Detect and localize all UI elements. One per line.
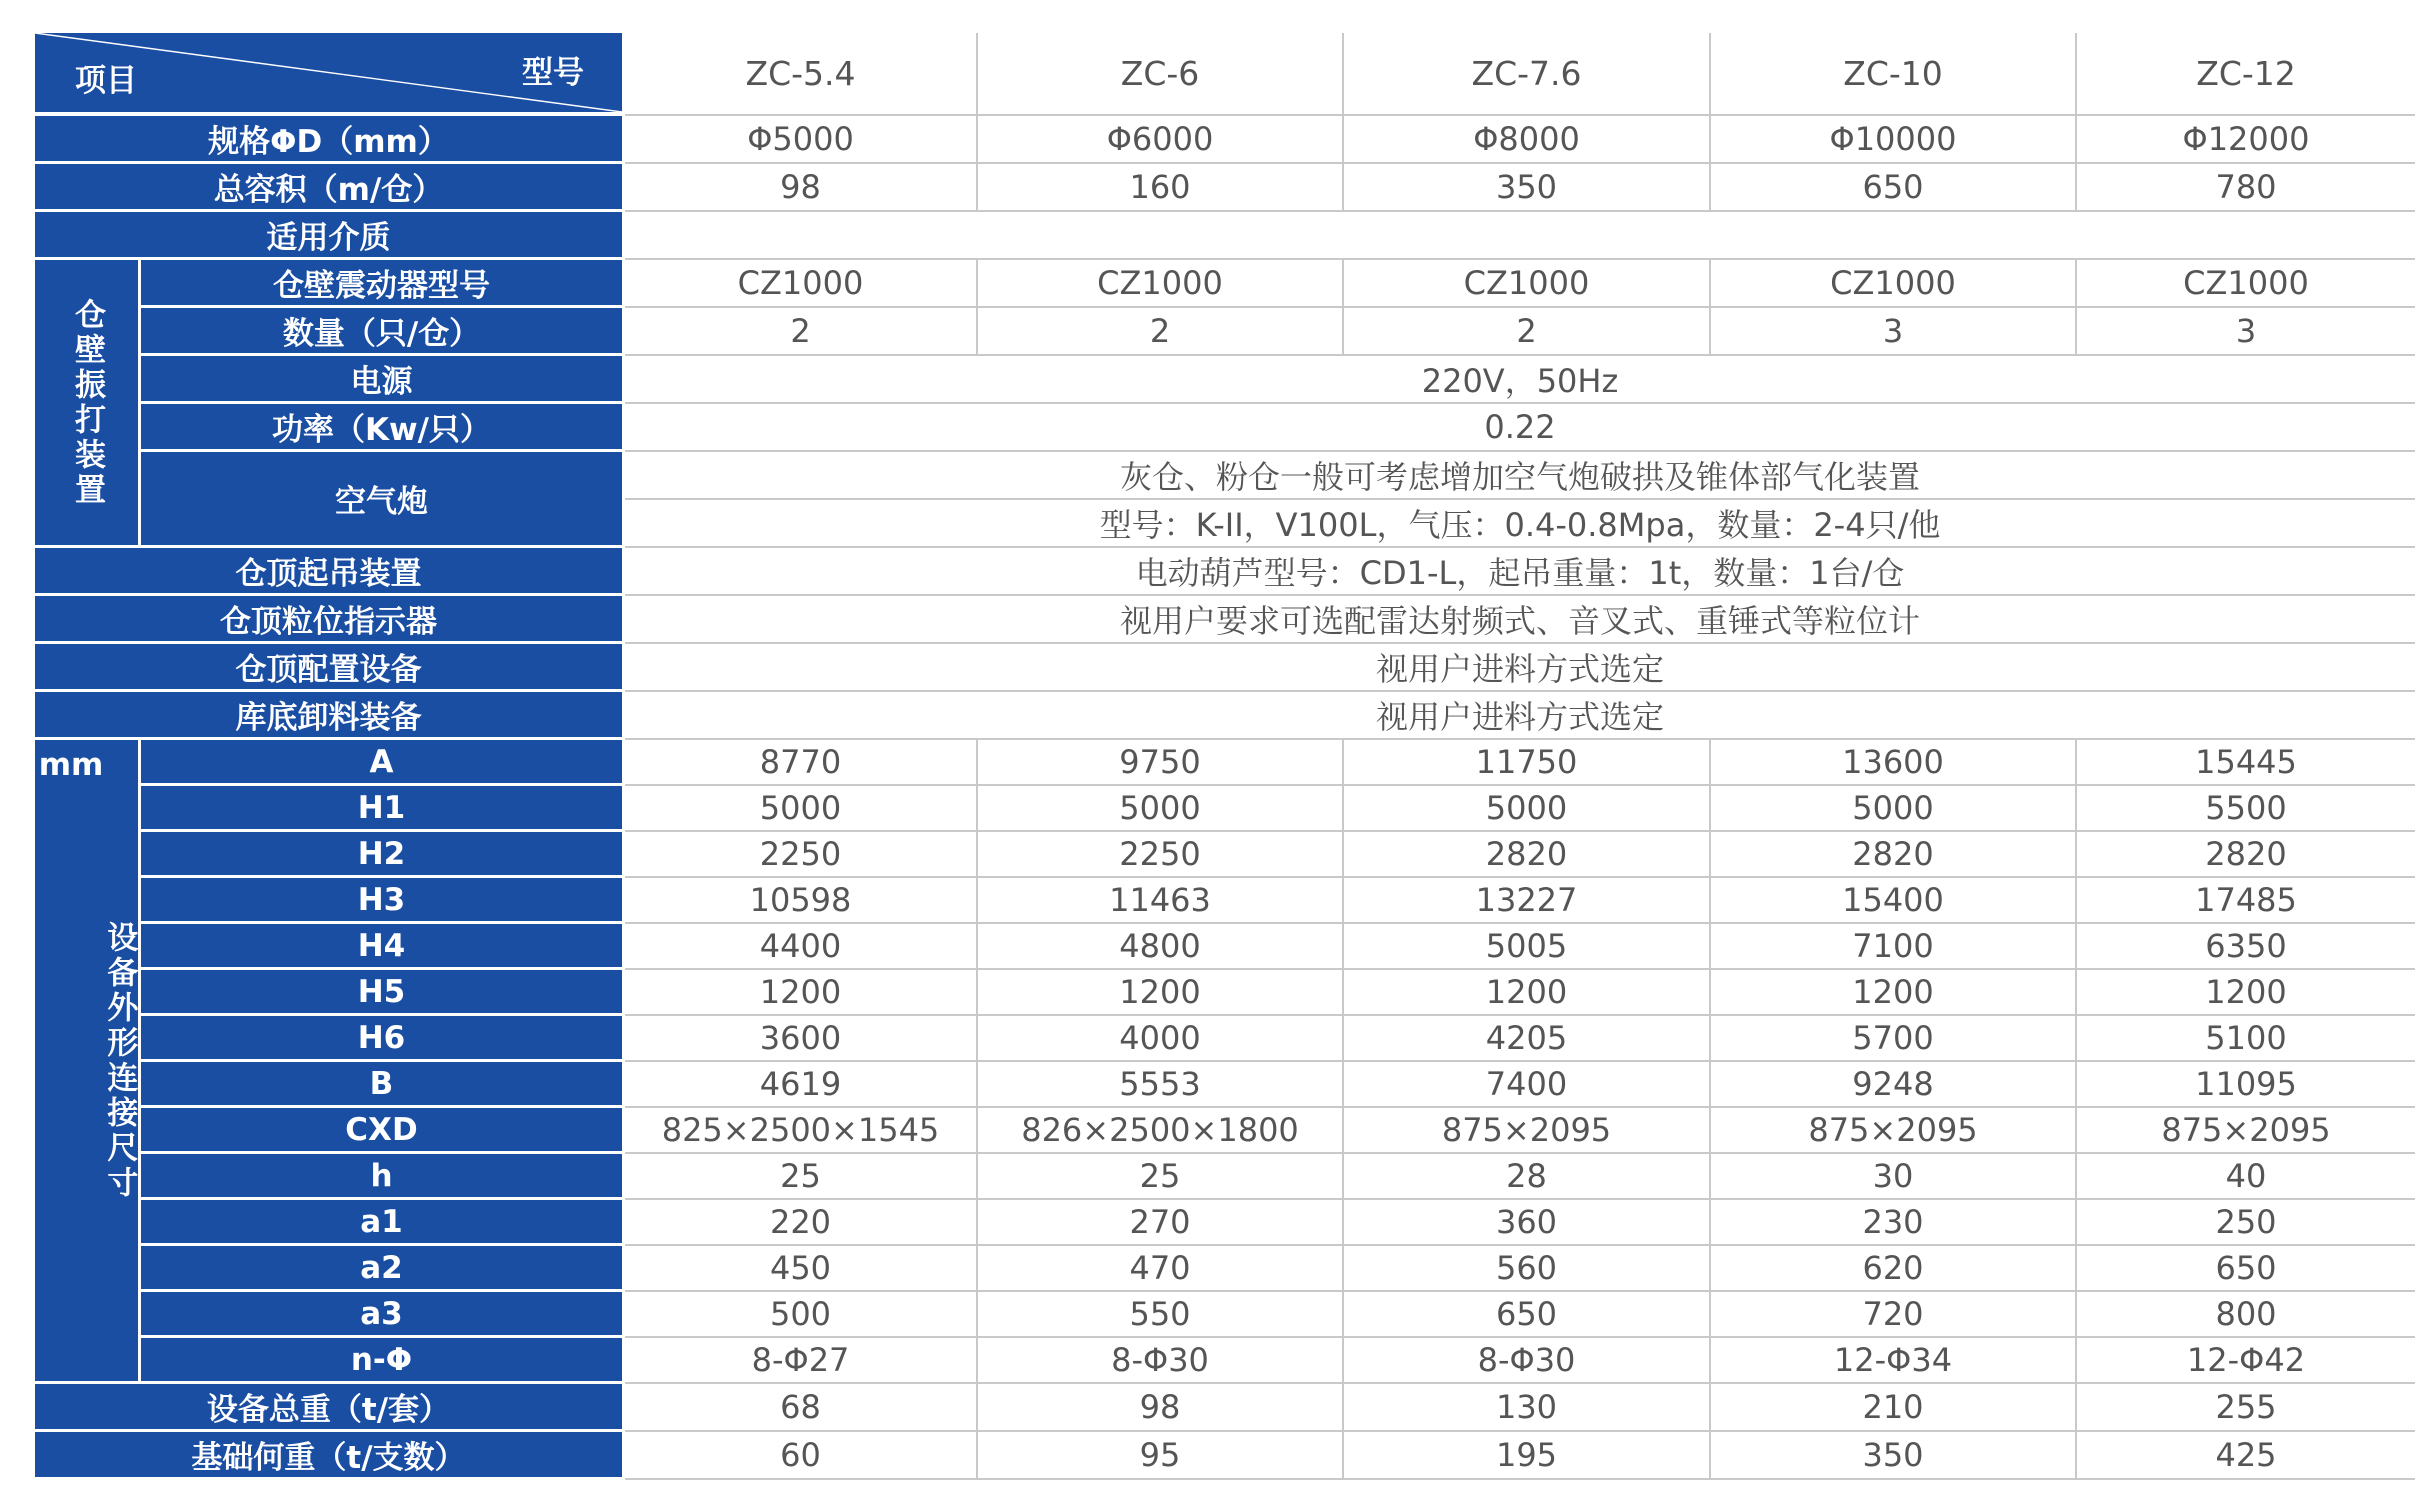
corner-item-label: 项目 [75, 63, 137, 99]
model-name: ZC-5.4 [625, 33, 978, 116]
dimension-label: B [141, 1062, 625, 1108]
row-value: 灰仓、粉仓一般可考虑增加空气炮破拱及锥体部气化装置 [625, 452, 2415, 500]
dimension-value: 5100 [2077, 1016, 2415, 1062]
dimension-value: 9750 [978, 740, 1344, 786]
dimension-label: h [141, 1154, 625, 1200]
row-label: 仓壁震动器型号 [141, 260, 625, 308]
row-label: 适用介质 [35, 212, 625, 260]
dimension-value: 5000 [1711, 786, 2077, 832]
row-value: 195 [1344, 1432, 1711, 1480]
model-name: ZC-10 [1711, 33, 2077, 116]
dimensions-group-text: 设备外形连接尺寸 [101, 920, 138, 1201]
dimension-row [35, 1016, 2415, 1062]
dimension-value: 2250 [978, 832, 1344, 878]
dimension-value: 28 [1344, 1154, 1711, 1200]
dimension-value: 5000 [978, 786, 1344, 832]
dimension-value: 17485 [2077, 878, 2415, 924]
row-value: 350 [1344, 164, 1711, 212]
dimension-label: a2 [141, 1246, 625, 1292]
foundation-load-row [35, 1432, 2415, 1480]
row-value: 视用户进料方式选定 [625, 644, 2415, 692]
dimension-value: 11463 [978, 878, 1344, 924]
dimension-value: 4000 [978, 1016, 1344, 1062]
row-value: 68 [625, 1384, 978, 1432]
dimension-value: 15400 [1711, 878, 2077, 924]
row-value: 350 [1711, 1432, 2077, 1480]
dimension-value: 5005 [1344, 924, 1711, 970]
row-value-empty [625, 212, 2415, 260]
dimension-value: 10598 [625, 878, 978, 924]
dimension-value: 2820 [1711, 832, 2077, 878]
row-value: 95 [978, 1432, 1344, 1480]
dimension-row [35, 832, 2415, 878]
dimension-row [35, 1108, 2415, 1154]
dimension-value: 2820 [1344, 832, 1711, 878]
power-source-row [35, 356, 2415, 404]
row-label: 仓顶起吊装置 [35, 548, 625, 596]
dimension-value: 650 [2077, 1246, 2415, 1292]
spec-diameter-row [35, 116, 2415, 164]
dimension-value: 560 [1344, 1246, 1711, 1292]
dimension-value: 875×2095 [2077, 1108, 2415, 1154]
dimension-value: 25 [625, 1154, 978, 1200]
dimension-value: 550 [978, 1292, 1344, 1338]
dimension-row [35, 1062, 2415, 1108]
dimension-value: 720 [1711, 1292, 2077, 1338]
row-label: 数量（只/仓） [141, 308, 625, 356]
row-value: 98 [978, 1384, 1344, 1432]
row-value: CZ1000 [1711, 260, 2077, 308]
dimension-value: 1200 [978, 970, 1344, 1016]
dimension-label: a1 [141, 1200, 625, 1246]
dimension-row [35, 924, 2415, 970]
row-label: 总容积（m/仓） [35, 164, 625, 212]
row-value: 电动葫芦型号：CD1-L，起吊重量：1t，数量：1台/仓 [625, 548, 2415, 596]
corner-header-cell [35, 33, 625, 116]
model-name: ZC-7.6 [1344, 33, 1711, 116]
dimension-value: 470 [978, 1246, 1344, 1292]
dimension-row [35, 740, 2415, 786]
dimension-value: 5000 [1344, 786, 1711, 832]
row-value: 780 [2077, 164, 2415, 212]
dimension-value: 450 [625, 1246, 978, 1292]
dimension-label: H4 [141, 924, 625, 970]
dimension-value: 13600 [1711, 740, 2077, 786]
dimension-label: A [141, 740, 625, 786]
spec-table [35, 33, 2415, 1480]
dimension-value: 1200 [625, 970, 978, 1016]
dimensions-group-unit: mm [38, 747, 104, 783]
dimension-row [35, 1246, 2415, 1292]
dimension-value: 270 [978, 1200, 1344, 1246]
dimension-value: 220 [625, 1200, 978, 1246]
dimension-value: 8770 [625, 740, 978, 786]
dimensions-group-label [35, 740, 141, 1384]
vibrator-model-row [35, 260, 2415, 308]
dimension-value: 1200 [1711, 970, 2077, 1016]
dimension-row [35, 786, 2415, 832]
dimension-label: a3 [141, 1292, 625, 1338]
total-weight-row [35, 1384, 2415, 1432]
row-value: 0.22 [625, 404, 2415, 452]
dimension-value: 40 [2077, 1154, 2415, 1200]
row-label: 仓顶粒位指示器 [35, 596, 625, 644]
dimension-value: 250 [2077, 1200, 2415, 1246]
dimension-value: 12-Φ34 [1711, 1338, 2077, 1384]
row-value: 425 [2077, 1432, 2415, 1480]
medium-row [35, 212, 2415, 260]
row-value: CZ1000 [978, 260, 1344, 308]
dimension-value: 3600 [625, 1016, 978, 1062]
dimension-value: 5000 [625, 786, 978, 832]
row-label: 库底卸料装备 [35, 692, 625, 740]
dimension-value: 875×2095 [1711, 1108, 2077, 1154]
dimension-label: H2 [141, 832, 625, 878]
dimension-row [35, 1292, 2415, 1338]
dimension-value: 360 [1344, 1200, 1711, 1246]
row-value: Φ5000 [625, 116, 978, 164]
dimension-value: 5553 [978, 1062, 1344, 1108]
dimension-value: 11095 [2077, 1062, 2415, 1108]
row-value: 3 [1711, 308, 2077, 356]
row-value: Φ10000 [1711, 116, 2077, 164]
dimension-value: 500 [625, 1292, 978, 1338]
row-value: 130 [1344, 1384, 1711, 1432]
dimension-value: 875×2095 [1344, 1108, 1711, 1154]
model-name: ZC-12 [2077, 33, 2415, 116]
dimension-value: 11750 [1344, 740, 1711, 786]
dimension-value: 825×2500×1545 [625, 1108, 978, 1154]
row-value: 2 [625, 308, 978, 356]
top-equipment-row [35, 644, 2415, 692]
vibrator-qty-row [35, 308, 2415, 356]
dimension-value: 4619 [625, 1062, 978, 1108]
dimension-row [35, 970, 2415, 1016]
spec-table-body [35, 33, 2415, 1480]
wall-vibration-group-label: 仓壁振打装置 [35, 260, 141, 548]
row-label: 仓顶配置设备 [35, 644, 625, 692]
row-label: 空气炮 [141, 452, 625, 548]
dimension-value: 2250 [625, 832, 978, 878]
row-value: 视用户要求可选配雷达射频式、音叉式、重锤式等粒位计 [625, 596, 2415, 644]
dimension-value: 1200 [2077, 970, 2415, 1016]
bottom-discharge-row [35, 692, 2415, 740]
dimension-label: H3 [141, 878, 625, 924]
dimension-row [35, 1338, 2415, 1384]
dimension-label: H1 [141, 786, 625, 832]
row-value: 视用户进料方式选定 [625, 692, 2415, 740]
dimension-row [35, 878, 2415, 924]
corner-model-label: 型号 [522, 55, 584, 91]
dimension-value: 7400 [1344, 1062, 1711, 1108]
power-rating-row [35, 404, 2415, 452]
header-row [35, 33, 2415, 116]
dimension-value: 9248 [1711, 1062, 2077, 1108]
row-value: 3 [2077, 308, 2415, 356]
dimension-value: 15445 [2077, 740, 2415, 786]
dimension-value: 5700 [1711, 1016, 2077, 1062]
model-name: ZC-6 [978, 33, 1344, 116]
dimension-value: 7100 [1711, 924, 2077, 970]
dimension-value: 1200 [1344, 970, 1711, 1016]
dimension-value: 30 [1711, 1154, 2077, 1200]
row-value: 2 [1344, 308, 1711, 356]
dimension-value: 12-Φ42 [2077, 1338, 2415, 1384]
dimension-row [35, 1200, 2415, 1246]
top-level-indicator-row [35, 596, 2415, 644]
row-value: CZ1000 [625, 260, 978, 308]
row-value: Φ6000 [978, 116, 1344, 164]
row-label: 规格ΦD（mm） [35, 116, 625, 164]
dimension-label: n-Φ [141, 1338, 625, 1384]
dimension-value: 620 [1711, 1246, 2077, 1292]
top-lifting-row [35, 548, 2415, 596]
dimension-value: 13227 [1344, 878, 1711, 924]
dimension-value: 2820 [2077, 832, 2415, 878]
row-value: 2 [978, 308, 1344, 356]
row-value: 650 [1711, 164, 2077, 212]
dimension-value: 4400 [625, 924, 978, 970]
dimension-value: 8-Φ30 [1344, 1338, 1711, 1384]
row-label: 电源 [141, 356, 625, 404]
row-label: 功率（Kw/只） [141, 404, 625, 452]
row-label: 基础何重（t/支数） [35, 1432, 625, 1480]
row-label: 设备总重（t/套） [35, 1384, 625, 1432]
dimension-value: 650 [1344, 1292, 1711, 1338]
dimension-value: 4800 [978, 924, 1344, 970]
row-value: Φ8000 [1344, 116, 1711, 164]
dimension-value: 6350 [2077, 924, 2415, 970]
row-value: 160 [978, 164, 1344, 212]
dimension-value: 826×2500×1800 [978, 1108, 1344, 1154]
row-value: 型号：K-II，V100L，气压：0.4-0.8Mpa，数量：2-4只/他 [625, 500, 2415, 548]
row-value: Φ12000 [2077, 116, 2415, 164]
dimension-value: 230 [1711, 1200, 2077, 1246]
dimension-row [35, 1154, 2415, 1200]
row-value: CZ1000 [2077, 260, 2415, 308]
dimension-label: H6 [141, 1016, 625, 1062]
row-value: 210 [1711, 1384, 2077, 1432]
dimension-value: 5500 [2077, 786, 2415, 832]
row-value: 220V，50Hz [625, 356, 2415, 404]
total-volume-row [35, 164, 2415, 212]
dimension-value: 8-Φ27 [625, 1338, 978, 1384]
dimension-value: 8-Φ30 [978, 1338, 1344, 1384]
row-value: CZ1000 [1344, 260, 1711, 308]
dimension-label: H5 [141, 970, 625, 1016]
row-value: 98 [625, 164, 978, 212]
row-value: 60 [625, 1432, 978, 1480]
dimension-label: CXD [141, 1108, 625, 1154]
dimension-value: 800 [2077, 1292, 2415, 1338]
dimension-value: 4205 [1344, 1016, 1711, 1062]
row-value: 255 [2077, 1384, 2415, 1432]
dimension-value: 25 [978, 1154, 1344, 1200]
air-cannon-row-1 [35, 452, 2415, 500]
